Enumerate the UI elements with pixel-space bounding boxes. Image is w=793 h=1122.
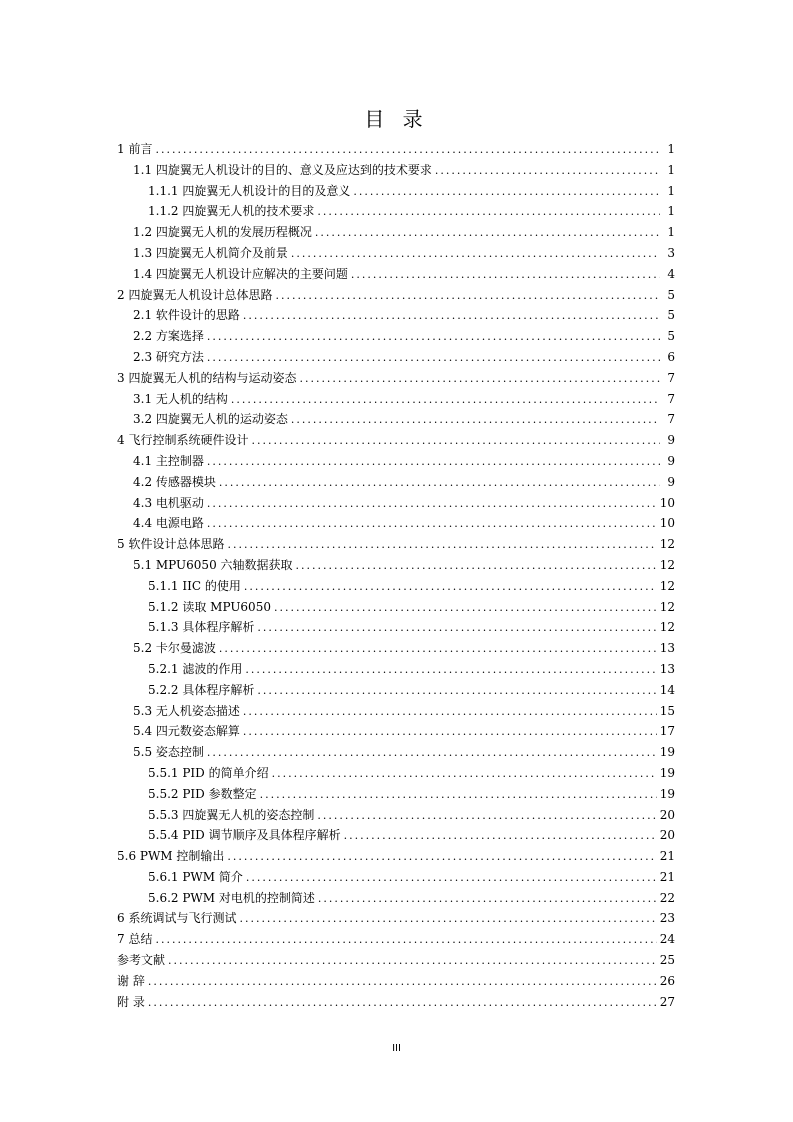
toc-entry-label: 谢 辞 [117, 973, 145, 988]
toc-leader-dots [155, 140, 660, 161]
toc-leader-dots [257, 681, 656, 702]
toc-entry-page-number: 21 [659, 869, 675, 884]
toc-entry-label: 4.4 电源电路 [133, 516, 204, 531]
toc-entry-label: 1.2 四旋翼无人机的发展历程概况 [133, 225, 312, 240]
toc-entry-label: 1.1.2 四旋翼无人机的技术要求 [148, 204, 315, 219]
toc-leader-dots [243, 702, 657, 723]
toc-leader-dots [243, 306, 660, 327]
toc-entry-page-number: 10 [659, 495, 675, 510]
toc-entry[interactable] [117, 784, 675, 805]
toc-leader-dots [291, 410, 660, 431]
toc-leader-dots [244, 577, 657, 598]
toc-entry-label: 5 软件设计总体思路 [117, 537, 225, 552]
toc-entry[interactable] [117, 181, 675, 202]
page-number-footer: III [392, 1043, 401, 1054]
toc-leader-dots [207, 743, 657, 764]
toc-leader-dots [435, 161, 660, 182]
toc-entry[interactable] [117, 701, 675, 722]
toc-entry[interactable] [117, 555, 675, 576]
toc-leader-dots [299, 369, 660, 390]
toc-entry[interactable] [117, 534, 675, 555]
toc-entry-label: 5.6 PWM 控制输出 [117, 849, 225, 864]
toc-entry[interactable] [117, 389, 675, 410]
toc-entry[interactable] [117, 742, 675, 763]
toc-entry-page-number: 20 [659, 828, 675, 843]
toc-leader-dots [317, 806, 656, 827]
toc-entry[interactable] [117, 825, 675, 846]
toc-entry-label: 4.2 传感器模块 [133, 474, 216, 489]
toc-entry-page-number: 12 [659, 557, 675, 572]
toc-entry-page-number: 9 [667, 474, 675, 489]
toc-entry-label: 5.1 MPU6050 六轴数据获取 [133, 557, 293, 572]
toc-entry-page-number: 1 [667, 142, 675, 156]
toc-entry[interactable] [117, 721, 675, 742]
toc-entry[interactable] [117, 409, 675, 430]
toc-entry[interactable] [117, 326, 675, 347]
toc-entry-page-number: 21 [659, 849, 675, 864]
toc-entry-page-number: 1 [667, 183, 675, 198]
toc-entry[interactable] [117, 472, 675, 493]
toc-entry-page-number: 17 [659, 724, 675, 739]
table-of-contents [117, 139, 675, 1012]
toc-entry-label: 5.4 四元数姿态解算 [133, 724, 240, 739]
toc-entry-label: 2.3 研究方法 [133, 349, 204, 364]
toc-entry-page-number: 1 [667, 204, 675, 219]
toc-entry[interactable] [117, 368, 675, 389]
toc-entry-page-number: 7 [667, 412, 675, 427]
toc-entry-page-number: 19 [659, 745, 675, 760]
toc-entry-page-number: 19 [659, 786, 675, 801]
toc-entry-label: 5.2 卡尔曼滤波 [133, 641, 216, 656]
toc-entry-label: 5.6.2 PWM 对电机的控制简述 [148, 890, 315, 905]
toc-entry-page-number: 26 [659, 973, 675, 988]
toc-entry[interactable] [117, 160, 675, 181]
toc-entry-label: 3 四旋翼无人机的结构与运动姿态 [117, 370, 297, 385]
toc-entry-page-number: 7 [667, 391, 675, 406]
toc-entry-label: 5.5.1 PID 的简单介绍 [148, 765, 269, 780]
toc-entry-page-number: 24 [659, 932, 675, 947]
toc-entry-page-number: 14 [659, 682, 675, 697]
toc-entry-page-number: 13 [659, 641, 675, 656]
toc-entry-label: 4.3 电机驱动 [133, 495, 204, 510]
toc-leader-dots [344, 826, 657, 847]
toc-entry[interactable] [117, 971, 675, 992]
toc-leader-dots [260, 785, 657, 806]
toc-entry-page-number: 25 [659, 953, 675, 968]
toc-entry[interactable] [117, 846, 675, 867]
toc-leader-dots [219, 473, 660, 494]
toc-entry-page-number: 12 [659, 599, 675, 614]
toc-entry-label: 6 系统调试与飞行测试 [117, 911, 237, 926]
toc-entry[interactable] [117, 950, 675, 971]
toc-entry[interactable] [117, 597, 675, 618]
toc-entry-page-number: 6 [667, 349, 675, 364]
toc-leader-dots [239, 909, 656, 930]
toc-entry[interactable] [117, 638, 675, 659]
toc-leader-dots [245, 660, 656, 681]
toc-entry[interactable] [117, 305, 675, 326]
toc-entry-page-number: 7 [667, 370, 675, 385]
toc-entry[interactable] [117, 992, 675, 1013]
toc-leader-dots [231, 390, 660, 411]
toc-entry-label: 1 前言 [117, 142, 153, 156]
toc-entry[interactable] [117, 243, 675, 264]
toc-entry-label: 4.1 主控制器 [133, 453, 204, 468]
toc-entry-label: 1.1 四旋翼无人机设计的目的、意义及应达到的技术要求 [133, 162, 432, 177]
toc-entry-label: 5.3 无人机姿态描述 [133, 703, 240, 718]
toc-entry-label: 5.5.4 PID 调节顺序及具体程序解析 [148, 828, 341, 843]
toc-entry-page-number: 5 [667, 308, 675, 323]
toc-entry-page-number: 1 [667, 225, 675, 240]
toc-entry[interactable] [117, 451, 675, 472]
toc-entry-page-number: 20 [659, 807, 675, 822]
toc-entry-label: 2.2 方案选择 [133, 329, 204, 344]
toc-entry-page-number: 5 [667, 329, 675, 344]
toc-leader-dots [257, 618, 656, 639]
toc-entry[interactable] [117, 430, 675, 451]
toc-entry-page-number: 22 [659, 890, 675, 905]
toc-entry[interactable] [117, 576, 675, 597]
toc-entry-label: 参考文献 [117, 953, 166, 968]
toc-entry[interactable] [117, 513, 675, 534]
toc-entry-label: 1.4 四旋翼无人机设计应解决的主要问题 [133, 266, 348, 281]
toc-leader-dots [315, 223, 660, 244]
page-title: 目 录 [364, 107, 429, 131]
toc-entry[interactable] [117, 617, 675, 638]
toc-entry-page-number: 27 [659, 994, 675, 1009]
toc-entry-page-number: 10 [659, 516, 675, 531]
toc-entry[interactable] [117, 493, 675, 514]
toc-entry-page-number: 15 [659, 703, 675, 718]
toc-entry-page-number: 19 [659, 765, 675, 780]
toc-entry-page-number: 4 [667, 266, 675, 281]
toc-entry-page-number: 5 [667, 287, 675, 302]
toc-entry-page-number: 1 [667, 162, 675, 177]
toc-entry[interactable] [117, 888, 675, 909]
toc-entry-page-number: 12 [659, 620, 675, 635]
toc-leader-dots [318, 889, 657, 910]
toc-leader-dots [207, 452, 660, 473]
toc-entry-label: 5.2.1 滤波的作用 [148, 661, 243, 676]
toc-leader-dots [207, 514, 657, 535]
toc-entry-page-number: 13 [659, 661, 675, 676]
toc-entry[interactable] [117, 805, 675, 826]
toc-entry-label: 5.2.2 具体程序解析 [148, 682, 255, 697]
toc-leader-dots [246, 868, 657, 889]
toc-leader-dots [351, 265, 660, 286]
toc-entry-label: 附 录 [117, 994, 145, 1009]
toc-entry-page-number: 12 [659, 578, 675, 593]
toc-leader-dots [227, 847, 656, 868]
toc-entry-page-number: 9 [667, 453, 675, 468]
toc-entry-label: 5.1.3 具体程序解析 [148, 620, 255, 635]
toc-entry-label: 1.3 四旋翼无人机简介及前景 [133, 245, 288, 260]
toc-entry-label: 1.1.1 四旋翼无人机设计的目的及意义 [148, 183, 351, 198]
toc-entry-label: 2.1 软件设计的思路 [133, 308, 240, 323]
toc-entry-label: 2 四旋翼无人机设计总体思路 [117, 287, 273, 302]
toc-entry-label: 7 总结 [117, 932, 153, 947]
toc-leader-dots [148, 993, 657, 1014]
toc-entry-page-number: 12 [659, 537, 675, 552]
toc-leader-dots [275, 286, 660, 307]
toc-leader-dots [227, 535, 656, 556]
toc-leader-dots [207, 348, 660, 369]
toc-entry[interactable] [117, 659, 675, 680]
toc-leader-dots [291, 244, 660, 265]
toc-entry[interactable] [117, 222, 675, 243]
toc-entry-label: 5.1.2 读取 MPU6050 [148, 599, 271, 614]
toc-entry-page-number: 3 [667, 245, 675, 260]
toc-leader-dots [353, 182, 660, 203]
toc-leader-dots [219, 639, 657, 660]
toc-entry-label: 3.2 四旋翼无人机的运动姿态 [133, 412, 288, 427]
toc-entry-label: 5.5.2 PID 参数整定 [148, 786, 257, 801]
toc-leader-dots [272, 764, 657, 785]
toc-leader-dots [168, 951, 657, 972]
toc-entry-label: 5.1.1 IIC 的使用 [148, 578, 241, 593]
toc-leader-dots [155, 930, 656, 951]
toc-leader-dots [243, 722, 657, 743]
toc-leader-dots [251, 431, 660, 452]
toc-entry-label: 5.6.1 PWM 简介 [148, 869, 243, 884]
toc-entry[interactable] [117, 347, 675, 368]
toc-entry[interactable] [117, 867, 675, 888]
toc-entry[interactable] [117, 763, 675, 784]
toc-entry-page-number: 23 [659, 911, 675, 926]
toc-leader-dots [296, 556, 657, 577]
toc-entry-label: 5.5.3 四旋翼无人机的姿态控制 [148, 807, 315, 822]
toc-leader-dots [148, 972, 657, 993]
toc-entry[interactable] [117, 908, 675, 929]
toc-entry[interactable] [117, 285, 675, 306]
toc-entry-label: 3.1 无人机的结构 [133, 391, 228, 406]
toc-entry-label: 4 飞行控制系统硬件设计 [117, 433, 249, 448]
toc-entry[interactable] [117, 139, 675, 160]
toc-leader-dots [207, 494, 657, 515]
toc-entry[interactable] [117, 929, 675, 950]
toc-leader-dots [207, 327, 660, 348]
toc-entry[interactable] [117, 680, 675, 701]
toc-entry[interactable] [117, 201, 675, 222]
toc-entry-page-number: 9 [667, 433, 675, 448]
toc-entry-label: 5.5 姿态控制 [133, 745, 204, 760]
toc-entry[interactable] [117, 264, 675, 285]
toc-leader-dots [274, 598, 657, 619]
toc-leader-dots [317, 202, 660, 223]
